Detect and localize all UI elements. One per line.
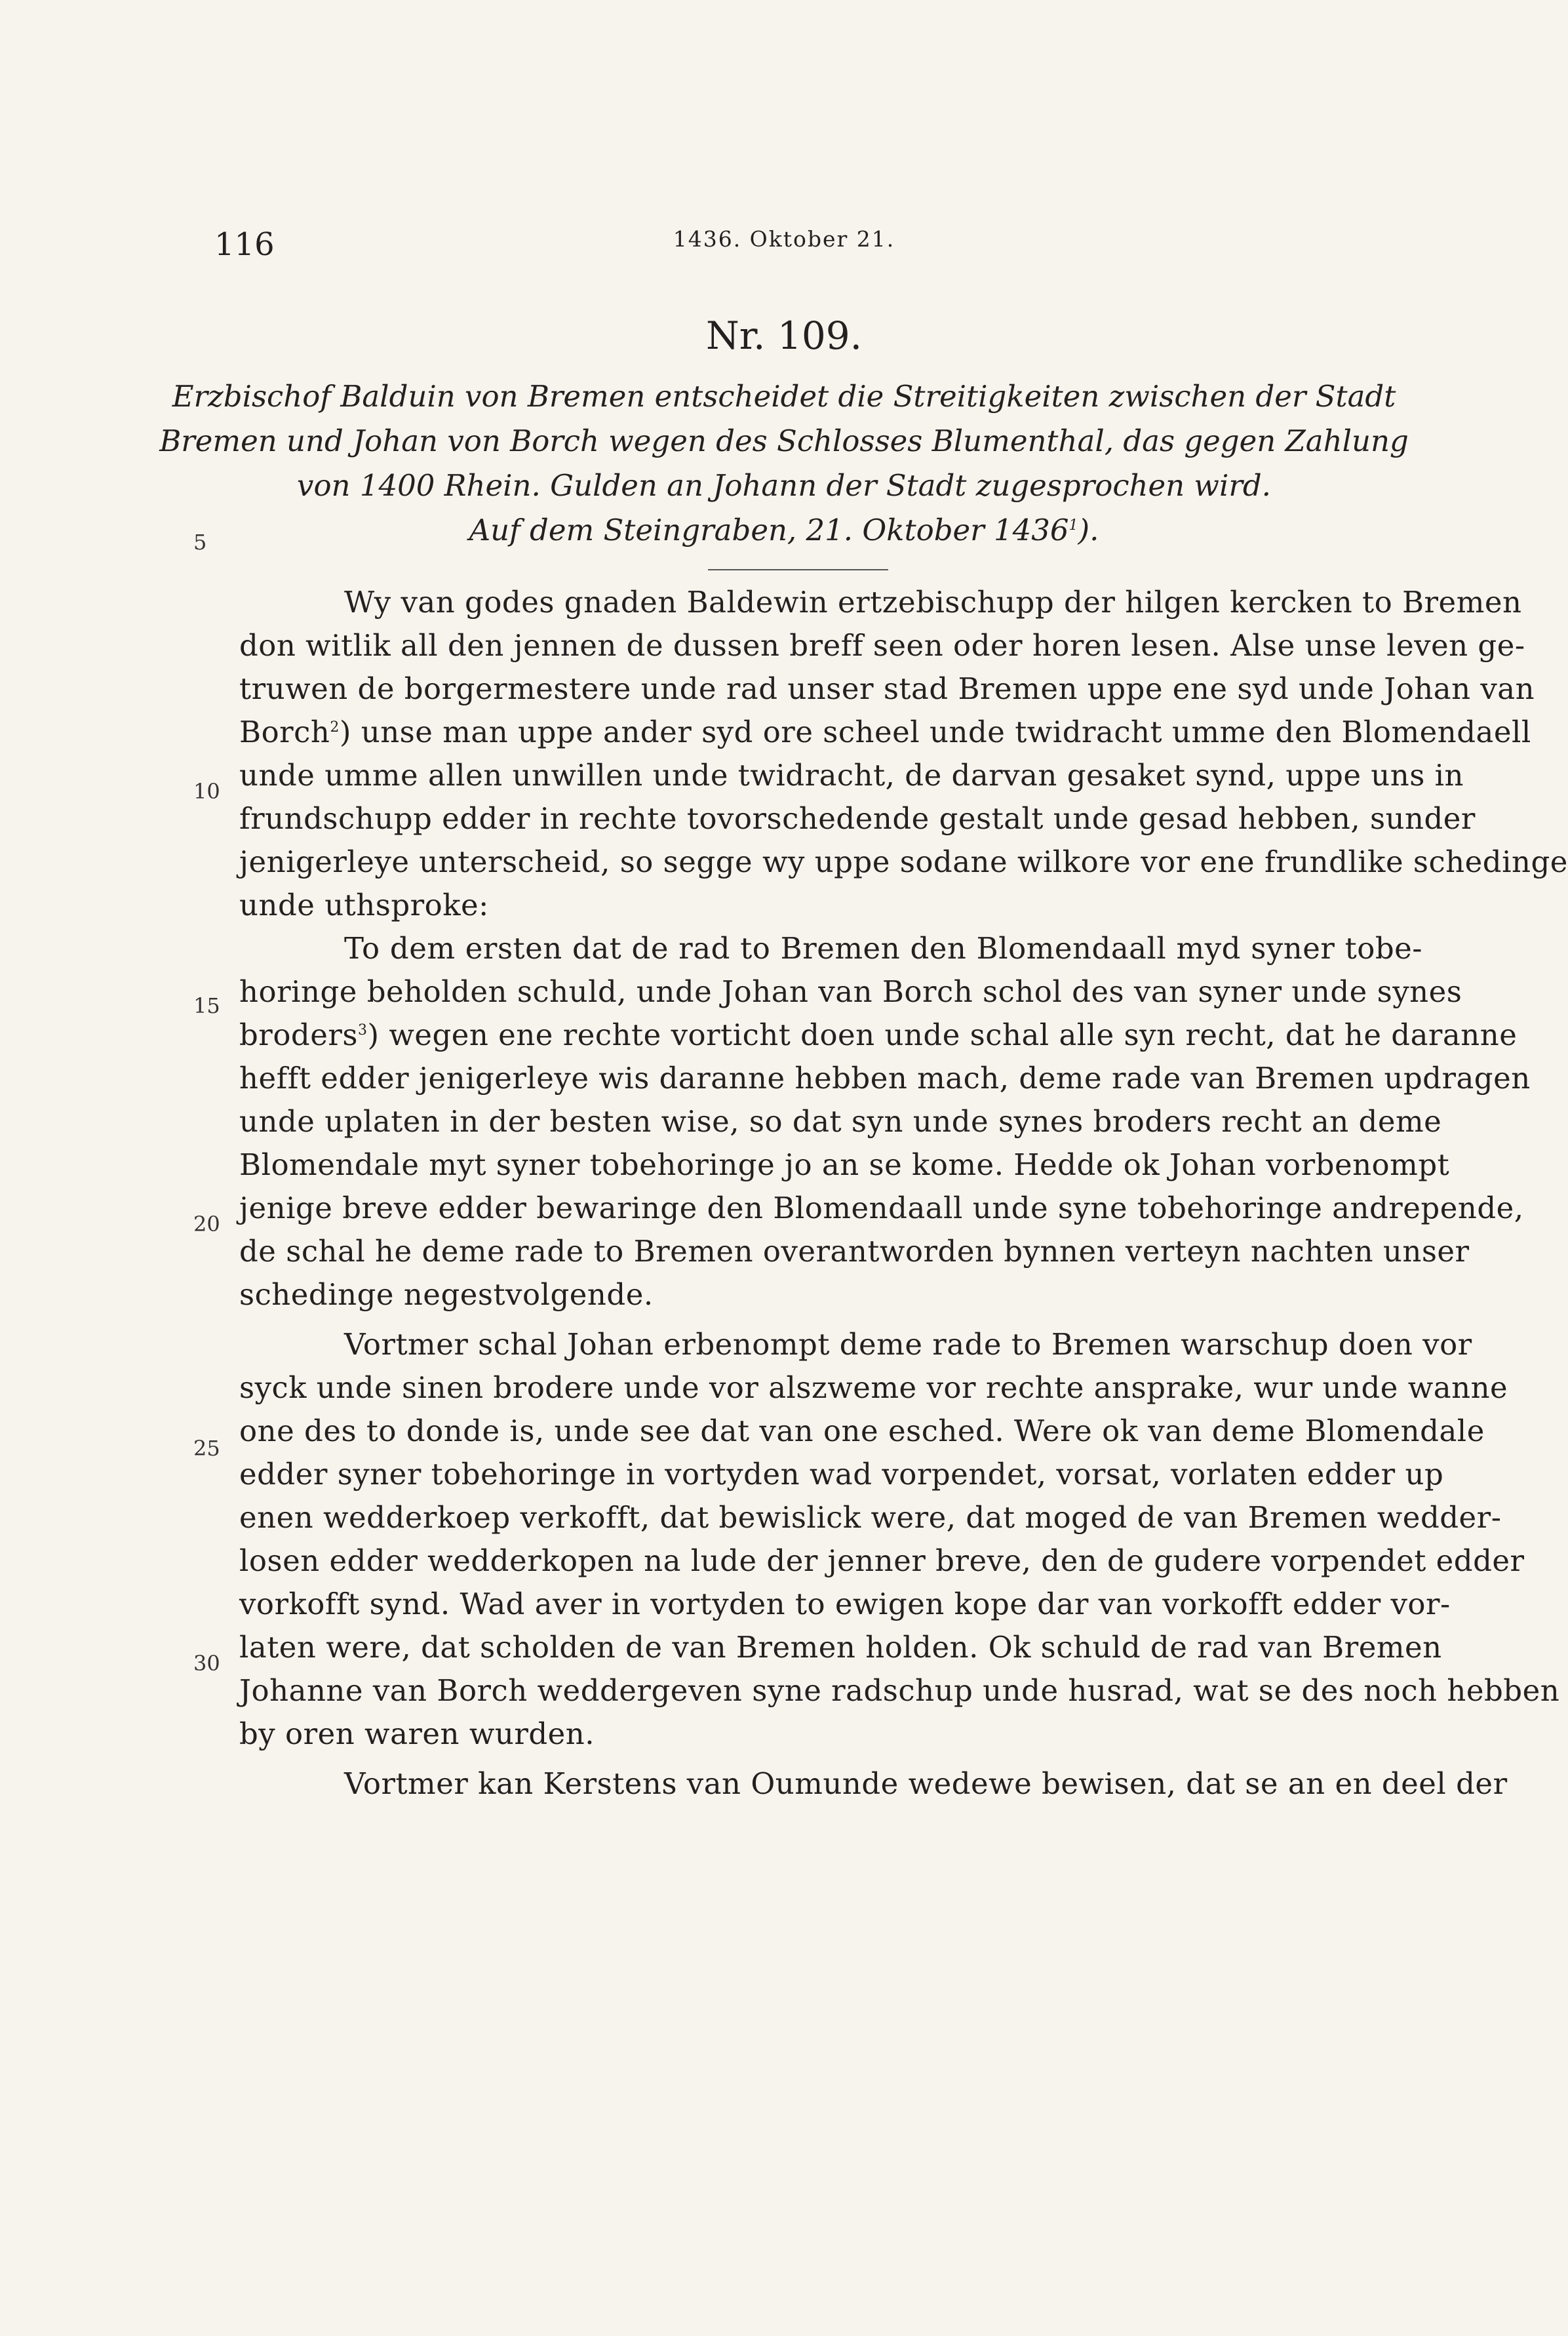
body-line: Wy van godes gnaden Baldewin ertzebischupp der hilgen kercken to Bremen [344, 585, 1522, 620]
footnote-ref: 2 [330, 719, 340, 736]
body-line: unde umme allen unwillen unde twidracht, de darvan gesaket synd, uppe uns in [239, 758, 1464, 793]
body-line: Blomendale myt syner tobehoringe jo an se kome. Hedde ok Johan vorbenompt [239, 1147, 1450, 1182]
body-line: de schal he deme rade to Bremen overantworden bynnen verteyn nachten unser [239, 1234, 1470, 1269]
body-line [239, 715, 1531, 749]
body-line: Vortmer schal Johan erbenompt deme rade to Bremen warschup doen vor [344, 1327, 1472, 1362]
body-line: jenige breve edder bewaringe den Blomendaall unde syne tobehoringe andrepende, [239, 1191, 1524, 1225]
body-line: jenigerleye unterscheid, so segge wy uppe sodane wilkore vor ene frundlike schedinge [239, 844, 1568, 879]
body-line: syck unde sinen brodere unde vor alszweme vor rechte ansprake, wur unde wanne [239, 1370, 1508, 1405]
dating-close: ). [1078, 513, 1099, 547]
body-line: truwen de borgermestere unde rad unser stad Bremen uppe ene syd unde Johan van [239, 671, 1535, 706]
body-line: unde uplaten in der besten wise, so dat syn unde synes broders recht an deme [239, 1104, 1442, 1139]
line-number: 15 [193, 993, 220, 1018]
body-segment: Borch [239, 715, 330, 749]
body-line: edder syner tobehoringe in vortyden wad vorpendet, vorsat, vorlaten edder up [239, 1457, 1444, 1492]
body-line: vorkofft synd. Wad aver in vortyden to ewigen kope dar van vorkofft edder vor- [239, 1587, 1451, 1621]
line-number: 20 [193, 1212, 220, 1237]
page-number: 116 [214, 226, 275, 263]
line-number: 10 [193, 779, 220, 804]
body-line: enen wedderkoep verkofft, dat bewislick were, dat moged de van Bremen wedder- [239, 1500, 1502, 1535]
footnote-ref: 3 [357, 1022, 368, 1039]
document-number: Nr. 109. [705, 313, 863, 358]
body-line: Johanne van Borch weddergeven syne radschup unde husrad, wat se des noch hebben [239, 1673, 1560, 1708]
separator-rule [708, 569, 888, 570]
line-number: 5 [193, 530, 207, 555]
footnote-ref: 1 [1068, 517, 1078, 534]
body-line: schedinge negestvolgende. [239, 1277, 654, 1312]
body-line: hefft edder jenigerleye wis daranne hebben mach, deme rade van Bremen updragen [239, 1061, 1531, 1096]
dating-line [0, 513, 1568, 547]
body-line: frundschupp edder in rechte tovorschedende gestalt unde gesad hebben, sunder [239, 801, 1476, 836]
body-line: horinge beholden schuld, unde Johan van Borch schol des van syner unde synes [239, 974, 1462, 1009]
regest-line: Erzbischof Balduin von Bremen entscheidet die Streitigkeiten zwischen der Stadt [172, 379, 1396, 414]
body-segment: broders [239, 1018, 358, 1052]
body-segment: ) wegen ene rechte vorticht doen unde schal alle syn recht, dat he daranne [367, 1018, 1518, 1052]
body-line: one des to donde is, unde see dat van one esched. Were ok van deme Blomendale [239, 1414, 1485, 1448]
body-line [239, 1018, 1518, 1052]
regest-line: von 1400 Rhein. Gulden an Johann der Stadt zugesprochen wird. [297, 468, 1271, 503]
regest-line: Bremen und Johan von Borch wegen des Schlosses Blumenthal, das gegen Zahlung [159, 424, 1409, 458]
body-line: don witlik all den jennen de dussen breff seen oder horen lesen. Alse unse leven ge- [239, 628, 1525, 663]
dating-text: Auf dem Steingraben, 21. Oktober 1436 [469, 513, 1069, 547]
body-segment: ) unse man uppe ander syd ore scheel unde twidracht umme den Blomendaell [339, 715, 1531, 749]
line-number: 30 [193, 1651, 220, 1676]
body-line: laten were, dat scholden de van Bremen holden. Ok schuld de rad van Bremen [239, 1630, 1442, 1665]
line-number: 25 [193, 1436, 220, 1461]
body-line: unde uthsproke: [239, 888, 489, 922]
running-head: 1436. Oktober 21. [673, 226, 895, 252]
body-line: To dem ersten dat de rad to Bremen den Blomendaall myd syner tobe- [344, 931, 1422, 966]
body-line: losen edder wedderkopen na lude der jenner breve, den de gudere vorpendet edder [239, 1543, 1525, 1578]
body-line: Vortmer kan Kerstens van Oumunde wedewe bewisen, dat se an en deel der [344, 1766, 1508, 1801]
body-line: by oren waren wurden. [239, 1716, 595, 1751]
